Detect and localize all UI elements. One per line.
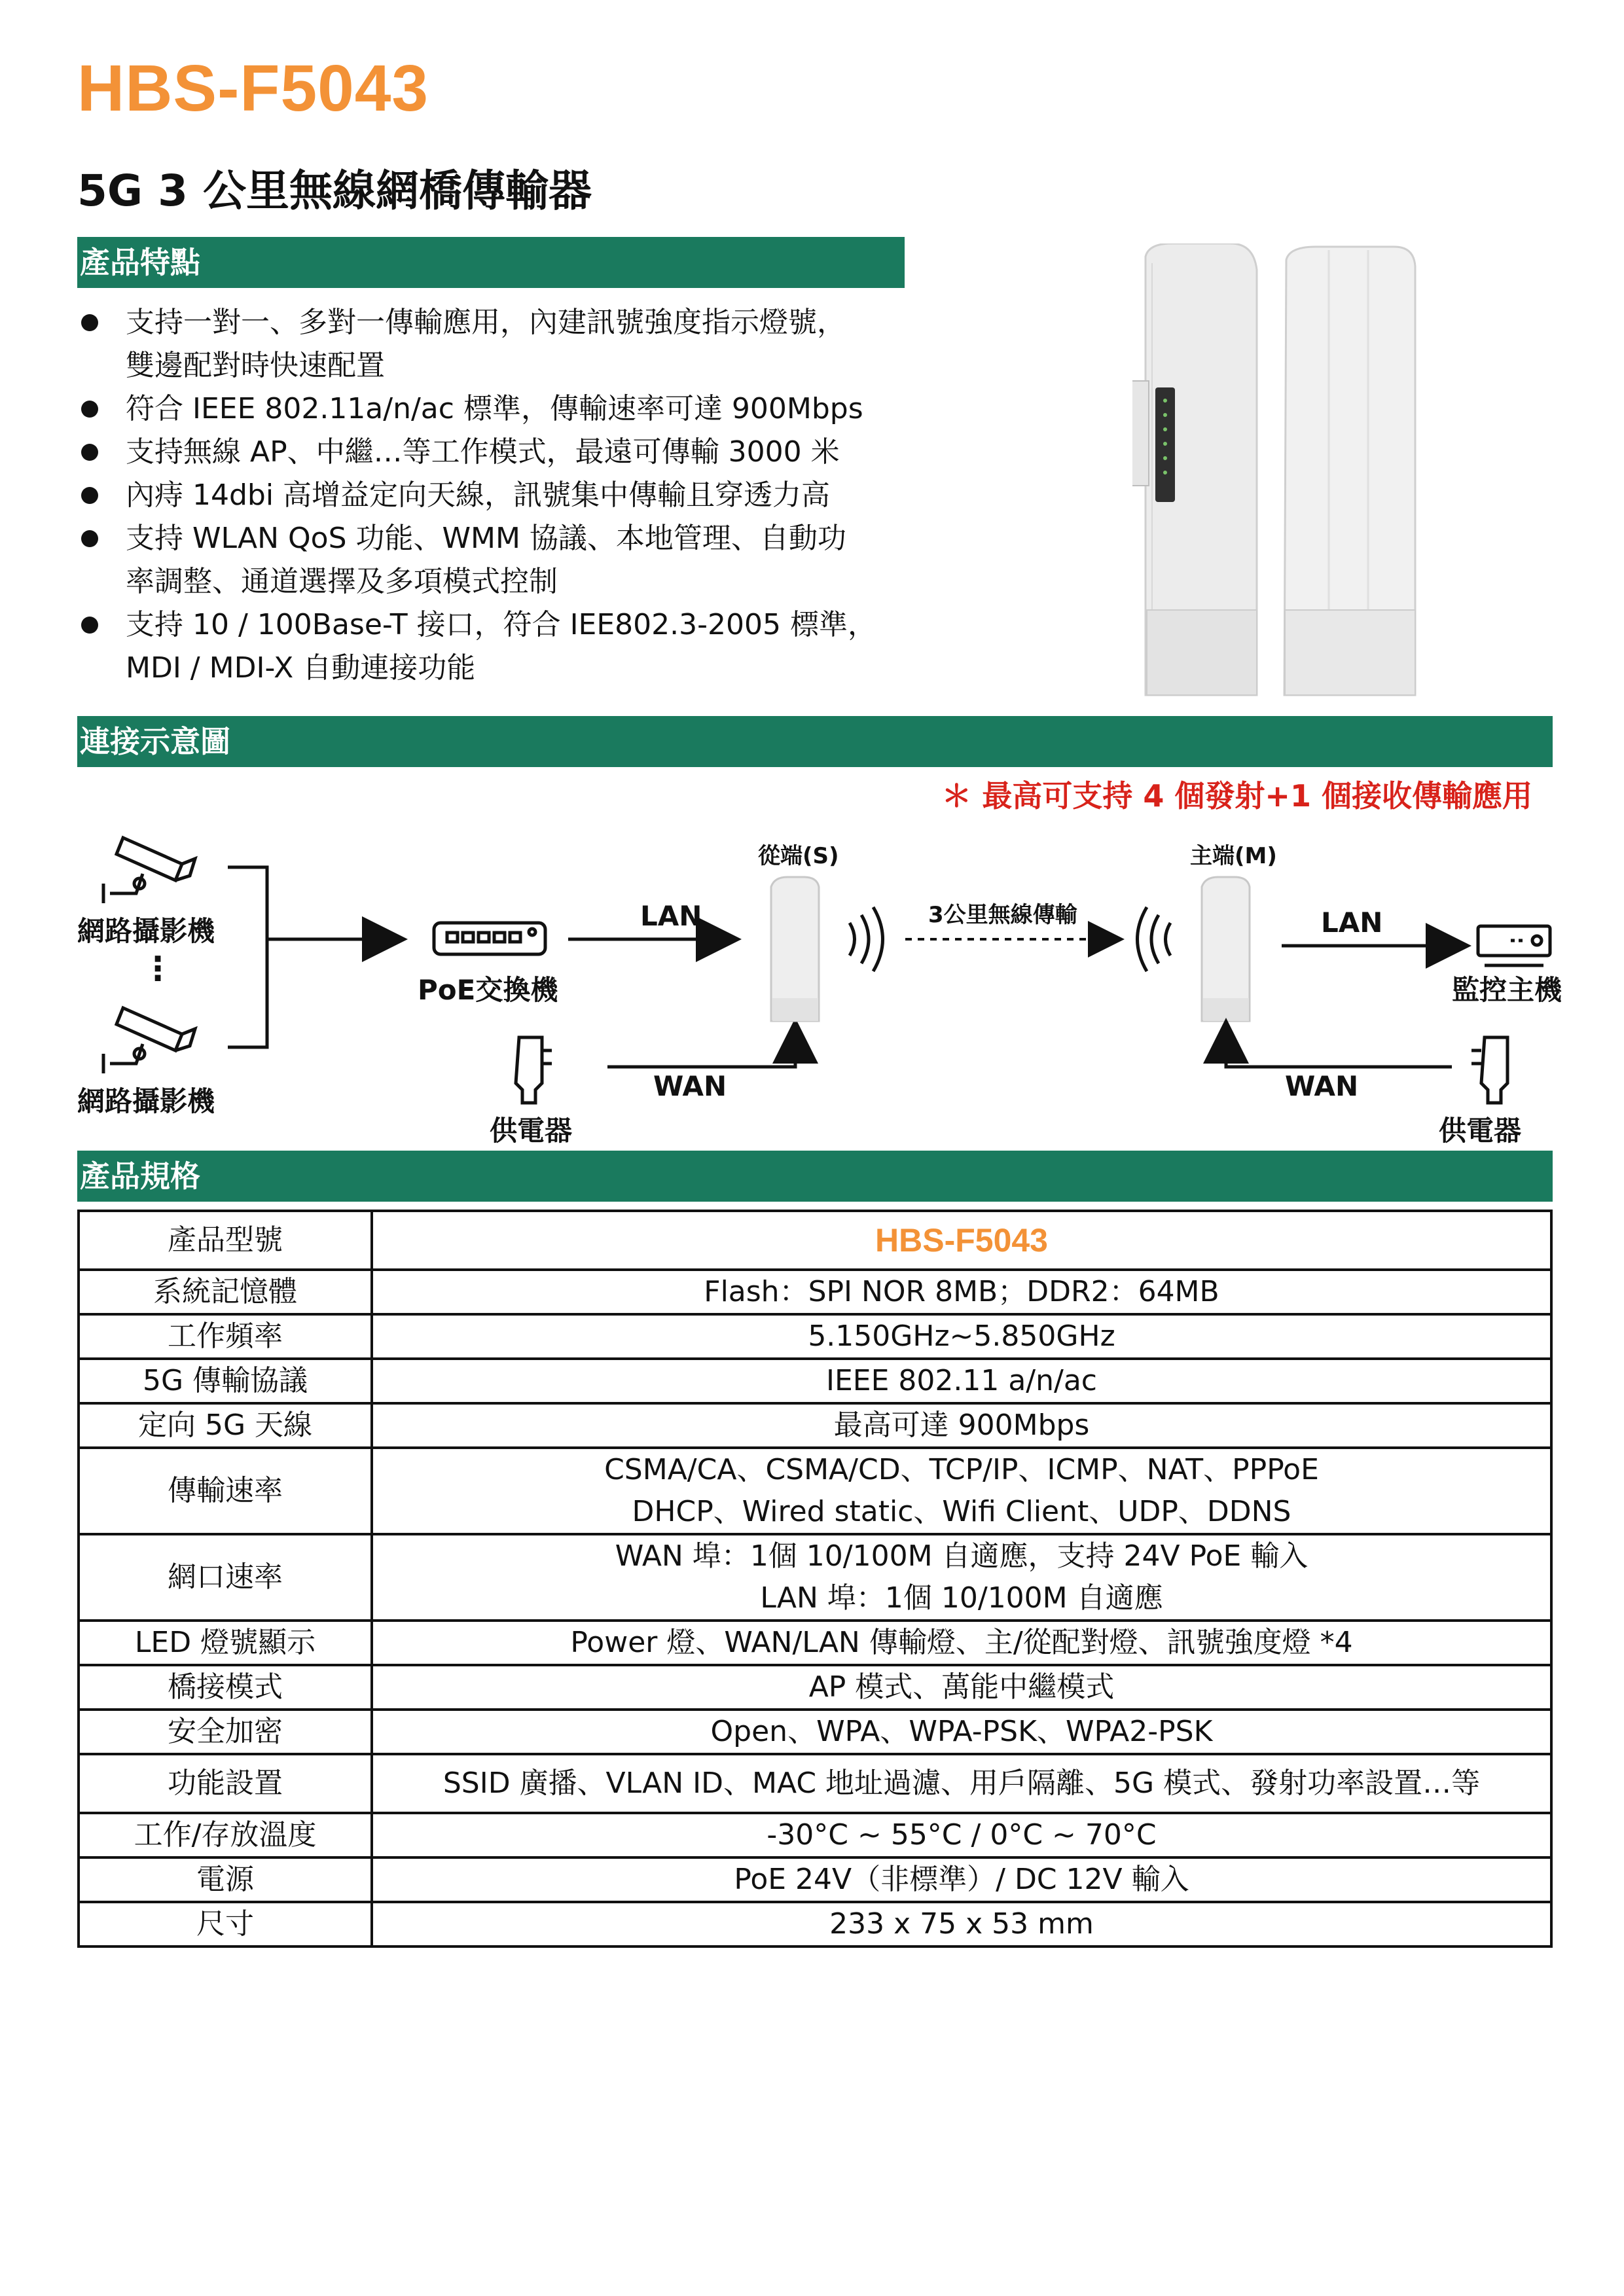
table-row bbox=[79, 1211, 1551, 1270]
table-row bbox=[79, 1448, 1551, 1534]
table-row bbox=[79, 1534, 1551, 1621]
wireless-wave-icon bbox=[1138, 907, 1171, 971]
spec-value: -30°C ~ 55°C / 0°C ~ 70°C bbox=[372, 1813, 1551, 1857]
table-row bbox=[79, 1710, 1551, 1754]
feature-item bbox=[77, 603, 902, 690]
table-row bbox=[79, 1902, 1551, 1946]
spec-key: 安全加密 bbox=[79, 1710, 372, 1754]
poe-switch-icon bbox=[434, 923, 545, 954]
feature-line: 內痔 14dbi 高增益定向天線，訊號集中傳輸且穿透力高 bbox=[126, 478, 831, 512]
camera-label: 網路攝影機 bbox=[77, 1085, 215, 1117]
table-row bbox=[79, 1754, 1551, 1813]
feature-line: 支持 10 / 100Base-T 接口，符合 IEE802.3-2005 標準， bbox=[126, 608, 876, 641]
feature-line: 雙邊配對時快速配置 bbox=[126, 349, 385, 382]
spec-value: SSID 廣播、VLAN ID、MAC 地址過濾、用戶隔離、5G 模式、發射功率設置…等 bbox=[372, 1754, 1551, 1813]
feature-line: 支持一對一、多對一傳輸應用，內建訊號強度指示燈號， bbox=[126, 306, 846, 339]
power-adapter-icon bbox=[516, 1037, 552, 1103]
bullet-icon bbox=[81, 401, 98, 418]
feature-item bbox=[77, 301, 902, 387]
table-row bbox=[79, 1665, 1551, 1710]
spec-key: 工作頻率 bbox=[79, 1314, 372, 1359]
bridge-master-icon bbox=[1202, 877, 1250, 1021]
wan-label: WAN bbox=[1285, 1070, 1359, 1102]
spec-value-line: WAN 埠：1個 10/100M 自適應，支持 24V PoE 輸入 bbox=[615, 1539, 1308, 1573]
spec-key: 橋接模式 bbox=[79, 1665, 372, 1710]
table-row bbox=[79, 1359, 1551, 1403]
poe-switch-label: PoE交換機 bbox=[418, 974, 558, 1006]
spec-key: 系統記憶體 bbox=[79, 1270, 372, 1314]
section-features-header: 產品特點 bbox=[77, 237, 905, 288]
nvr-label: 監控主機 bbox=[1452, 974, 1562, 1006]
spec-key: 尺寸 bbox=[79, 1902, 372, 1946]
bullet-icon bbox=[81, 314, 98, 331]
feature-item bbox=[77, 517, 902, 603]
table-row bbox=[79, 1621, 1551, 1665]
table-row bbox=[79, 1813, 1551, 1857]
spec-value: HBS-F5043 bbox=[372, 1211, 1551, 1270]
feature-line: MDI / MDI-X 自動連接功能 bbox=[126, 651, 476, 685]
spec-value: 5.150GHz~5.850GHz bbox=[372, 1314, 1551, 1359]
camera-label: 網路攝影機 bbox=[77, 915, 215, 947]
product-subtitle: 5G 3 公里無線網橋傳輸器 bbox=[77, 166, 592, 216]
vertical-dots: ⋮ bbox=[141, 950, 174, 988]
table-row bbox=[79, 1857, 1551, 1902]
spec-value-line: DHCP、Wired static、Wifi Client、UDP、DDNS bbox=[632, 1495, 1291, 1528]
spec-key: 網口速率 bbox=[79, 1534, 372, 1621]
master-label: 主端(M) bbox=[1190, 843, 1277, 869]
camera-icon bbox=[103, 1008, 195, 1073]
camera-icon bbox=[103, 838, 195, 903]
bullet-icon bbox=[81, 444, 98, 461]
spec-value-line: LAN 埠：1個 10/100M 自適應 bbox=[760, 1581, 1163, 1615]
feature-list bbox=[77, 301, 902, 690]
power-adapter-icon bbox=[1471, 1037, 1507, 1103]
spec-value: Power 燈、WAN/LAN 傳輸燈、主/從配對燈、訊號強度燈 *4 bbox=[372, 1621, 1551, 1665]
spec-value: Flash：SPI NOR 8MB；DDR2：64MB bbox=[372, 1270, 1551, 1314]
spec-value: 最高可達 900Mbps bbox=[372, 1403, 1551, 1448]
section-diagram-header: 連接示意圖 bbox=[77, 716, 1553, 767]
spec-key: LED 燈號顯示 bbox=[79, 1621, 372, 1665]
feature-item bbox=[77, 474, 902, 517]
spec-key: 功能設置 bbox=[79, 1754, 372, 1813]
diagram-note: ＊ 最高可支持 4 個發射+1 個接收傳輸應用 bbox=[941, 778, 1532, 814]
spec-value: AP 模式、萬能中繼模式 bbox=[372, 1665, 1551, 1710]
nvr-icon bbox=[1478, 926, 1550, 965]
feature-item bbox=[77, 387, 902, 431]
bullet-icon bbox=[81, 487, 98, 504]
feature-item bbox=[77, 431, 902, 474]
spec-key: 5G 傳輸協議 bbox=[79, 1359, 372, 1403]
bridge-slave-icon bbox=[771, 877, 819, 1021]
feature-line: 率調整、通道選擇及多項模式控制 bbox=[126, 565, 558, 598]
bullet-icon bbox=[81, 617, 98, 634]
spec-key: 傳輸速率 bbox=[79, 1448, 372, 1534]
power-supply-label: 供電器 bbox=[1439, 1115, 1522, 1147]
feature-line: 支持無線 AP、中繼…等工作模式，最遠可傳輸 3000 米 bbox=[126, 435, 840, 469]
lan-label: LAN bbox=[1321, 906, 1383, 939]
spec-value: IEEE 802.11 a/n/ac bbox=[372, 1359, 1551, 1403]
wan-label: WAN bbox=[653, 1070, 727, 1102]
lan-label: LAN bbox=[640, 900, 702, 932]
spec-table bbox=[77, 1210, 1553, 1948]
spec-value bbox=[372, 1448, 1551, 1534]
product-image bbox=[1132, 243, 1427, 702]
spec-key: 工作/存放溫度 bbox=[79, 1813, 372, 1857]
spec-value: 233 x 75 x 53 mm bbox=[372, 1902, 1551, 1946]
spec-key: 定向 5G 天線 bbox=[79, 1403, 372, 1448]
table-row bbox=[79, 1270, 1551, 1314]
spec-value-line: CSMA/CA、CSMA/CD、TCP/IP、ICMP、NAT、PPPoE bbox=[604, 1453, 1319, 1486]
spec-key: 產品型號 bbox=[79, 1211, 372, 1270]
table-row bbox=[79, 1314, 1551, 1359]
feature-line: 符合 IEEE 802.11a/n/ac 標準，傳輸速率可達 900Mbps bbox=[126, 392, 863, 425]
spec-value bbox=[372, 1534, 1551, 1621]
spec-value: Open、WPA、WPA-PSK、WPA2-PSK bbox=[372, 1710, 1551, 1754]
spec-key: 電源 bbox=[79, 1857, 372, 1902]
table-row bbox=[79, 1403, 1551, 1448]
wireless-wave-icon bbox=[850, 907, 883, 971]
product-model-title: HBS-F5043 bbox=[77, 52, 429, 125]
slave-label: 從端(S) bbox=[758, 843, 839, 869]
bullet-icon bbox=[81, 530, 98, 547]
spec-value: PoE 24V（非標準）/ DC 12V 輸入 bbox=[372, 1857, 1551, 1902]
section-specs-header: 產品規格 bbox=[77, 1151, 1553, 1202]
power-supply-label: 供電器 bbox=[490, 1115, 573, 1147]
feature-line: 支持 WLAN QoS 功能、WMM 協議、本地管理、自動功 bbox=[126, 522, 846, 555]
wireless-label: 3公里無線傳輸 bbox=[928, 902, 1077, 928]
connection-diagram bbox=[77, 812, 1562, 1152]
